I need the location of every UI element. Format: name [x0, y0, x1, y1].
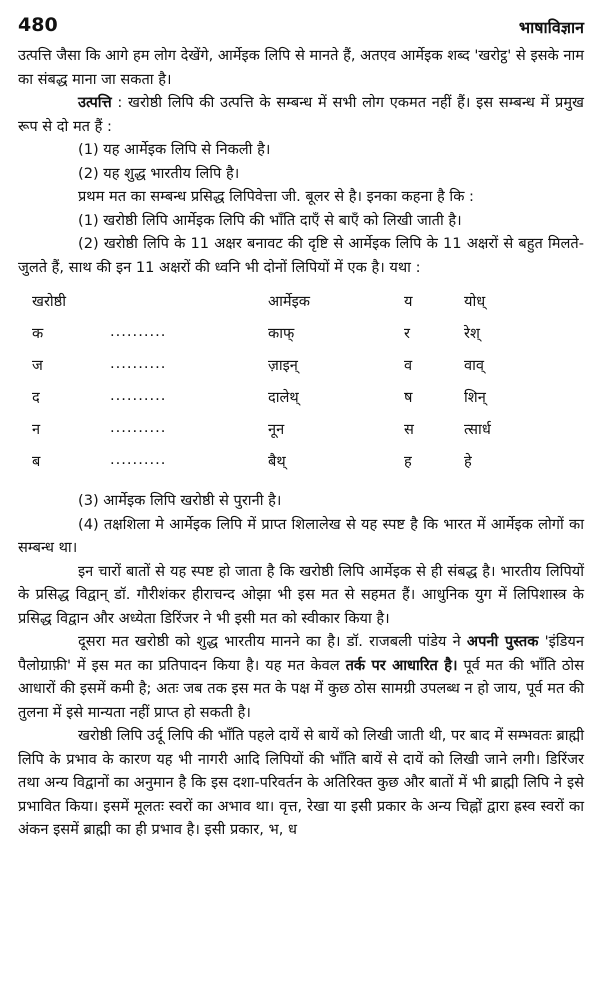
table-cell: ह — [404, 453, 412, 470]
second-view-bold: अपनी पुस्तक — [466, 633, 539, 650]
view-item-1: (1) यह आर्मेइक लिपि से निकली है। — [78, 141, 271, 158]
second-view-text: पूर्व मत की भाँति ठोस आधारों की इसमें कमी है; अतः जब तक इस मत के पक्ष में कुछ ठोस सामग्री उपलब्ध न हो जाय, पूर्व मत की तुलना में इसे मान्यता नहीं प्राप्त हो सकती है। — [18, 656, 584, 721]
table-cell: हे — [464, 453, 472, 470]
table-row — [18, 449, 584, 481]
point-3: (3) आर्मेइक लिपि खरोष्ठी से पुरानी है। — [78, 492, 282, 509]
table-row — [18, 417, 584, 449]
table-cell: स — [404, 421, 414, 438]
table-header-row — [18, 289, 584, 321]
table-cell: ज — [32, 357, 43, 374]
table-header: योध् — [464, 293, 486, 310]
table-header: य — [404, 293, 413, 310]
letter-comparison-table — [18, 289, 584, 481]
origin-text: : खरोष्ठी लिपि की उत्पत्ति के सम्बन्ध में सभी लोग एकमत नहीं हैं। इस सम्बन्ध में प्रमुख रूप से दो मत हैं : — [18, 94, 584, 135]
table-cell: ब — [32, 453, 41, 470]
point-4: (4) तक्षशिला मे आर्मेइक लिपि में प्राप्त शिलालेख से यह स्पष्ट है कि भारत में आर्मेइक लोगों का सम्बन्ध था। — [18, 515, 584, 556]
table-cell: शिन् — [464, 389, 486, 406]
second-view-paragraph — [18, 630, 584, 724]
second-view-text: दूसरा मत खरोष्ठी को शुद्ध भारतीय मानने का है। डॉ. राजबली पांडेय ने — [78, 633, 467, 650]
book-page — [18, 14, 584, 842]
table-cell: काफ् — [268, 325, 295, 342]
table-cell: दालेथ् — [268, 389, 299, 406]
table-header: खरोष्ठी — [32, 293, 67, 310]
table-cell: वाव् — [464, 357, 485, 374]
table-cell: ज़ाइन् — [268, 357, 298, 374]
table-cell: न — [32, 421, 41, 438]
table-cell: त्सार्ध — [464, 421, 491, 438]
table-cell: .......... — [110, 387, 167, 404]
second-view-bold: तर्क पर आधारित है। — [345, 656, 458, 674]
conclusion-paragraph: इन चारों बातों से यह स्पष्ट हो जाता है कि खरोष्ठी लिपि आर्मेइक से ही संबद्ध है। भारतीय लिपियों के प्रसिद्ध विद्वान् डॉ. गौरीशंकर हीराचन्द ओझा भी इस मत से सहमत हैं। आधुनिक युग में लिपिशास्त्र के प्रसिद्ध विद्वान और अध्येता डिरिंजर ने भी इसी मत को स्वीकार किया है। — [18, 562, 584, 627]
table-row — [18, 385, 584, 417]
page-number: 480 — [18, 14, 58, 36]
intro-paragraph: उत्पत्ति जैसा कि आगे हम लोग देखेंगे, आर्मेइक लिपि से मानते हैं, अतएव आर्मेइक शब्द 'खरोट्ठ' से इसके नाम का संबद्ध माना जा सकता है। — [18, 47, 584, 88]
table-row — [18, 321, 584, 353]
table-cell: .......... — [110, 419, 167, 436]
first-view-point-2: (2) खरोष्ठी लिपि के 11 अक्षर बनावट की दृष्टि से आर्मेइक लिपि के 11 अक्षरों से बहुत मिलते-जुलते हैं, साथ की इन 11 अक्षरों की ध्वनि भी दोनों लिपियों में एक है। यथा : — [18, 235, 584, 276]
table-cell: नून — [268, 421, 285, 438]
table-cell: द — [32, 389, 40, 406]
second-view-text: 'इंडियन पैलोग्राफ़ी' में इस मत का प्रतिपादन किया है। यह मत केवल — [18, 633, 584, 674]
table-cell: .......... — [110, 323, 167, 340]
table-cell: .......... — [110, 451, 167, 468]
table-cell: र — [404, 325, 410, 342]
table-cell: रेश् — [464, 325, 480, 342]
page-header — [18, 14, 584, 44]
view-item-2: (2) यह शुद्ध भारतीय लिपि है। — [78, 164, 240, 182]
first-view-intro: प्रथम मत का सम्बन्ध प्रसिद्ध लिपिवेत्ता जी. बूलर से है। इनका कहना है कि : — [78, 188, 474, 205]
table-cell: बैथ् — [268, 453, 286, 470]
table-cell: ष — [404, 389, 413, 406]
origin-paragraph — [18, 91, 584, 138]
table-cell: क — [32, 325, 44, 342]
table-cell: व — [404, 357, 413, 374]
final-paragraph: खरोष्ठी लिपि उर्दू लिपि की भाँति पहले दायें से बायें को लिखी जाती थी, पर बाद में सम्भवतः ब्राह्मी लिपि के प्रभाव के कारण यह भी नागरी आदि लिपियों की भाँति बायें से दायें को लिखी जाने लगी। डिरिंजर तथा अन्य विद्वानों का अनुमान है कि इस दशा-परिवर्तन के अतिरिक्त कुछ और बातों में भी ब्राह्मी लिपि ने इसे प्रभावित किया। इसमें मूलतः स्वरों का अभाव था। वृत्त, रेखा या इसी प्रकार के अन्य चिह्नों द्वारा ह्रस्व स्वरों का अंकन इसमें ब्राह्मी का ही प्रभाव है। इसी प्रकार, भ, ध — [18, 727, 584, 838]
running-title: भाषाविज्ञान — [518, 18, 584, 37]
table-header: आर्मेइक — [268, 293, 311, 310]
table-row — [18, 353, 584, 385]
origin-heading: उत्पत्ति — [78, 94, 112, 111]
table-cell: .......... — [110, 355, 167, 372]
first-view-point-1: (1) खरोष्ठी लिपि आर्मेइक लिपि की भाँति दाएँ से बाएँ को लिखी जाती है। — [78, 211, 462, 229]
